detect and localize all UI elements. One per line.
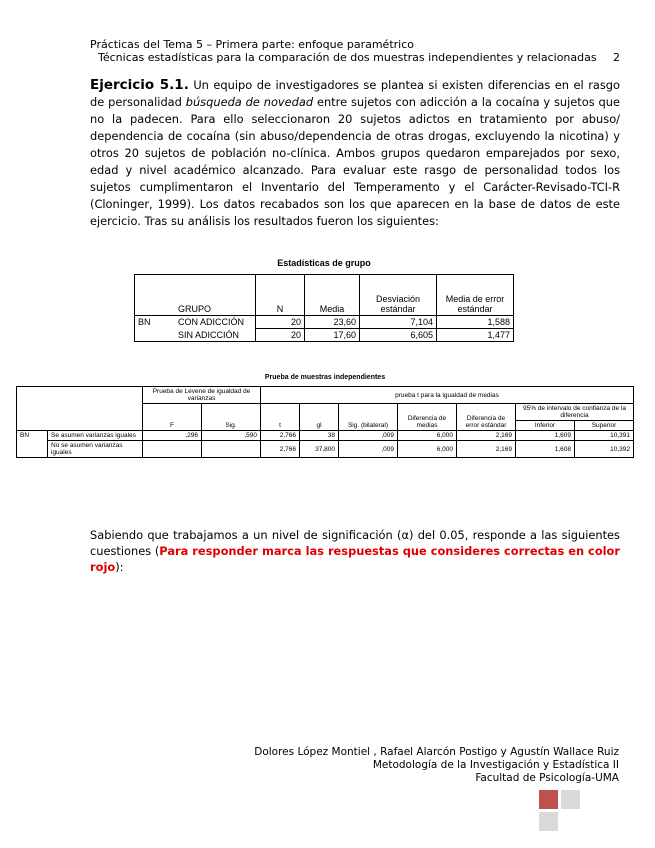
- cell-media: 23,60: [305, 316, 360, 329]
- col-t: t: [261, 404, 300, 431]
- footer-course: Metodología de la Investigación y Estadística II: [372, 759, 619, 771]
- page-footer: [199, 746, 619, 785]
- page-number: 2: [613, 51, 620, 64]
- logo-square-grey: [539, 812, 558, 831]
- cell-media: 17,60: [305, 329, 360, 342]
- instructions-end: ):: [115, 560, 124, 574]
- indep-test-table: [16, 386, 634, 458]
- cell-sig: [202, 441, 261, 458]
- exercise-text-1: Un equipo de investigadores se plantea si existen diferencias en el rasgo de personalidad: [90, 78, 620, 109]
- header-line-2: [90, 51, 620, 64]
- header-subtitle: Técnicas estadísticas para la comparación de dos muestras independientes y relacionadas: [98, 51, 597, 64]
- table-row: [135, 329, 514, 342]
- cell-err: 1,588: [437, 316, 514, 329]
- cell-sig-bilateral: ,009: [339, 431, 398, 441]
- table-row: [135, 316, 514, 329]
- col-grupo: GRUPO: [175, 275, 256, 316]
- instructions-paragraph: [90, 527, 620, 575]
- col-gl: gl: [300, 404, 339, 431]
- empty-cell: [135, 275, 176, 316]
- table-row: [17, 441, 634, 458]
- cell-sig: ,590: [202, 431, 261, 441]
- cell-inferior: 1,608: [516, 441, 575, 458]
- ci-header: 95% de intervalo de confianza de la diferencia: [516, 404, 634, 421]
- indep-test-title: Prueba de muestras independientes: [264, 374, 386, 381]
- empty-cell: [135, 329, 176, 342]
- levene-header: Prueba de Levene de igualdad de varianzas: [143, 387, 261, 404]
- exercise-text-emphasis: búsqueda de novedad: [185, 95, 314, 109]
- page-header: [90, 38, 620, 64]
- cell-err: 1,477: [437, 329, 514, 342]
- instructions-text: Sabiendo que trabajamos a un nivel de significación (α) del 0.05, responde a las siguientes cuestiones (: [90, 528, 620, 558]
- var-name: BN: [135, 316, 176, 329]
- col-dif-error: Diferencia de error estándar: [457, 404, 516, 431]
- cell-f: ,296: [143, 431, 202, 441]
- logo-square-red: [539, 790, 558, 809]
- cell-t: 2,766: [261, 431, 300, 441]
- footer-faculty: Facultad de Psicología-UMA: [475, 772, 619, 784]
- cell-dif-error: 2,169: [457, 431, 516, 441]
- cell-desv: 6,605: [360, 329, 437, 342]
- cell-superior: 10,392: [575, 441, 634, 458]
- cell-t: 2,766: [261, 441, 300, 458]
- exercise-paragraph: [90, 77, 620, 230]
- cell-gl: 37,800: [300, 441, 339, 458]
- row-label: Se asumen varianzas iguales: [48, 431, 143, 441]
- col-error: Media de error estándar: [437, 275, 514, 316]
- table-row: [17, 431, 634, 441]
- cell-dif-error: 2,169: [457, 441, 516, 458]
- cell-n: 20: [256, 316, 305, 329]
- cell-f: [143, 441, 202, 458]
- empty-cell: [17, 387, 143, 431]
- group-stats-table: [134, 274, 514, 342]
- exercise-title: Ejercicio 5.1.: [90, 77, 189, 93]
- col-f: F: [143, 404, 202, 431]
- exercise-text-2: entre sujetos con adicción a la cocaína y sujetos que no la padecen. Para ello seleccionaron 20 sujetos adictos en tratamiento por abuso/ dependencia de cocaína (sin abuso/dependencia de otras drogas, excluyendo la nicotina) y otros 20 sujetos de población no-clínica. Ambos grupos quedaron emparejados por sexo, edad y nivel académico alcanzado. Para evaluar este rasgo de personalidad todos los sujetos cumplimentaron el Inventario del Temperamento y el Carácter-Revisado-TCI-R (Cloninger, 1999). Los datos recabados son los que aparecen en la base de datos de este ejercicio. Tras su análisis los resultados fueron los siguientes:: [90, 95, 620, 228]
- cell-inferior: 1,609: [516, 431, 575, 441]
- cell-dif-medias: 6,000: [398, 431, 457, 441]
- group-stats-title: Estadísticas de grupo: [277, 258, 371, 268]
- col-superior: Superior: [575, 421, 634, 431]
- col-dif-medias: Diferencia de medias: [398, 404, 457, 431]
- group-label: SIN ADICCIÓN: [175, 329, 256, 342]
- col-desviacion: Desviación estándar: [360, 275, 437, 316]
- cell-n: 20: [256, 329, 305, 342]
- col-inferior: Inferior: [516, 421, 575, 431]
- cell-desv: 7,104: [360, 316, 437, 329]
- instructions-red: Para responder marca las respuestas que consideres correctas en color rojo: [90, 544, 620, 574]
- cell-superior: 10,391: [575, 431, 634, 441]
- col-n: N: [256, 275, 305, 316]
- row-label: No se asumen varianzas iguales: [48, 441, 143, 458]
- header-line-1: Prácticas del Tema 5 – Primera parte: enfoque paramétrico: [90, 38, 414, 51]
- group-label: CON ADICCIÓN: [175, 316, 256, 329]
- ttest-header: prueba t para la igualdad de medias: [261, 387, 634, 404]
- col-media: Media: [305, 275, 360, 316]
- col-sig-bilateral: Sig. (bilateral): [339, 404, 398, 431]
- footer-authors: Dolores López Montiel , Rafael Alarcón Postigo y Agustín Wallace Ruiz: [254, 746, 619, 758]
- cell-gl: 38: [300, 431, 339, 441]
- col-sig: Sig.: [202, 404, 261, 431]
- cell-sig-bilateral: ,009: [339, 441, 398, 458]
- cell-dif-medias: 6,000: [398, 441, 457, 458]
- logo-square-grey: [561, 790, 580, 809]
- var-name: BN: [17, 431, 48, 458]
